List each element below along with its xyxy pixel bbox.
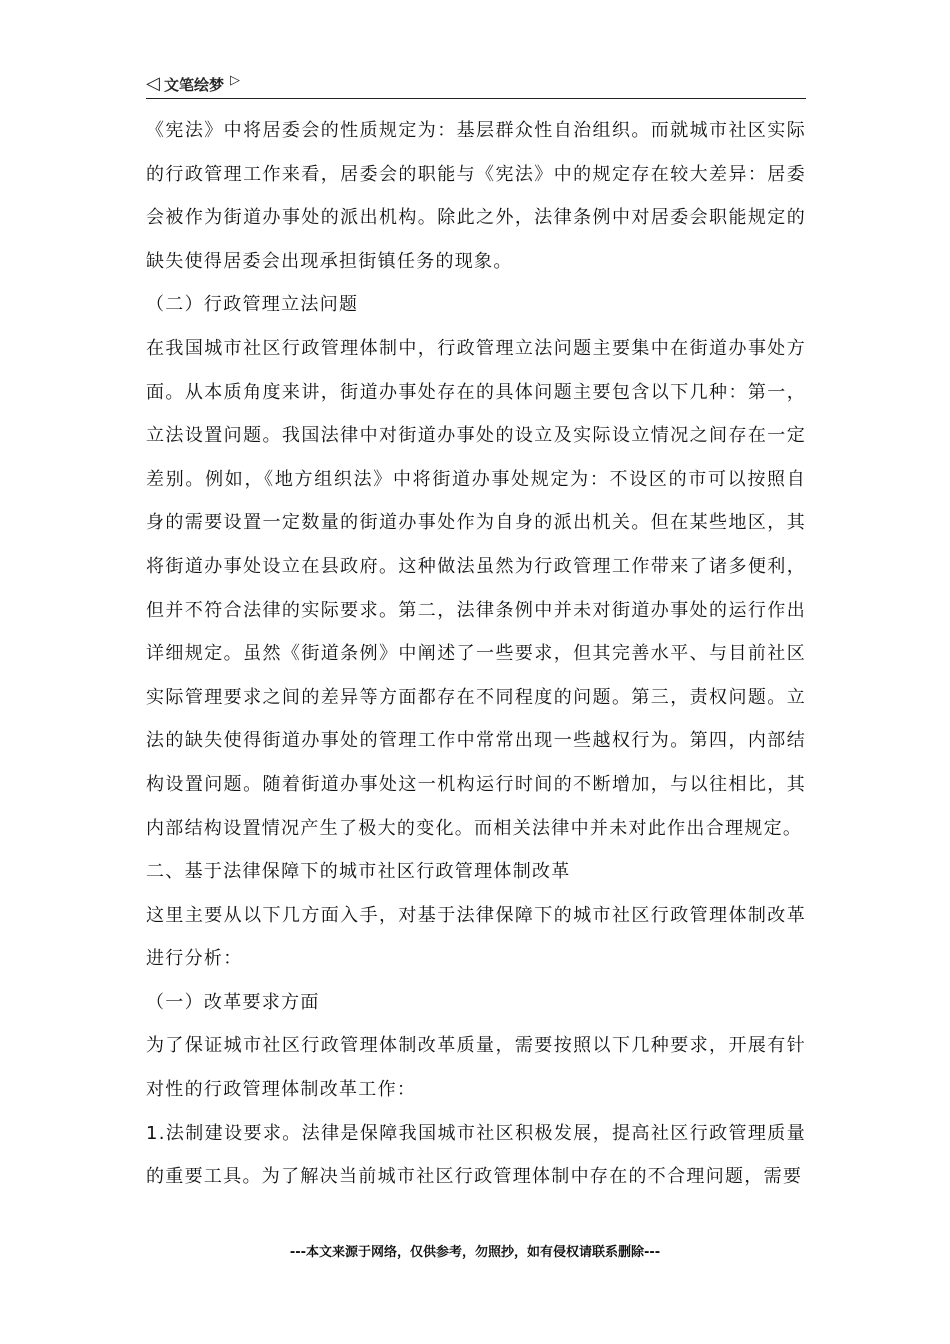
paragraph-legislation-issues: 在我国城市社区行政管理体制中，行政管理立法问题主要集中在街道办事处方面。从本质角度来讲，街道办事处存在的具体问题主要包含以下几种：第一，立法设置问题。我国法律中对街道办事处的设立及实际设立情况之间存在一定差别。例如，《地方组织法》中将街道办事处规定为：不设区的市可以按照自身的需要设置一定数量的街道办事处作为自身的派出机关。但在某些地区，其将街道办事处设立在县政府。这种做法虽然为行政管理工作带来了诸多便利，但并不符合法律的实际要求。第二，法律条例中并未对街道办事处的运行作出详细规定。虽然《街道条例》中阐述了一些要求，但其完善水平、与目前社区实际管理要求之间的差异等方面都存在不同程度的问题。第三，责权问题。立法的缺失使得街道办事处的管理工作中常常出现一些越权行为。第四，内部结构设置问题。随着街道办事处这一机构运行时间的不断增加，与以往相比，其内部结构设置情况产生了极大的变化。而相关法律中并未对此作出合理规定。 [146,337,806,839]
right-triangle-icon: ▷ [230,73,240,88]
paragraph-juweihui: 《宪法》中将居委会的性质规定为：基层群众性自治组织。而就城市社区实际的行政管理工作来看，居委会的职能与《宪法》中的规定存在较大差异：居委会被作为街道办事处的派出机构。除此之外，法律条例中对居委会职能规定的缺失使得居委会出现承担街镇任务的现象。 [146,120,806,272]
section-heading-legislation: （二）行政管理立法问题 [146,294,359,316]
header-title: 文笔绘梦 [164,76,225,94]
page-footer-disclaimer: ---本文来源于网络，仅供参考，勿照抄，如有侵权请联系删除--- [289,1245,661,1260]
document-body [146,109,806,1199]
paragraph-requirements-intro: 为了保证城市社区行政管理体制改革质量，需要按照以下几种要求，开展有针对性的行政管理体制改革工作： [146,1035,806,1101]
chapter-heading-reform: 二、基于法律保障下的城市社区行政管理体制改革 [146,861,571,883]
paragraph-reform-intro: 这里主要从以下几方面入手，对基于法律保障下的城市社区行政管理体制改革进行分析： [146,904,806,970]
section-heading-requirements: （一）改革要求方面 [146,991,320,1013]
left-triangle-icon: ◁ [146,73,160,94]
page-header [146,72,806,99]
paragraph-legal-construction: 1.法制建设要求。法律是保障我国城市社区积极发展，提高社区行政管理质量的重要工具。为了解决当前城市社区行政管理体制中存在的不合理问题，需要 [146,1122,806,1188]
